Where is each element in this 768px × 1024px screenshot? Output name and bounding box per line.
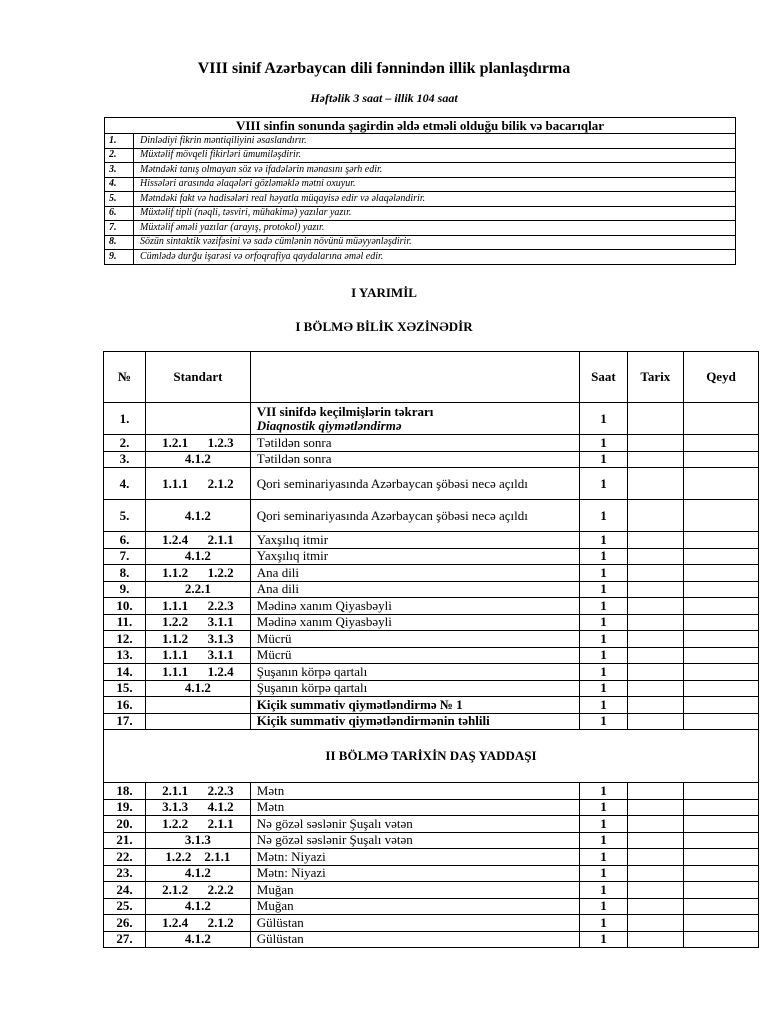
lesson-standard: 1.1.1 2.1.2: [146, 468, 251, 500]
lesson-hours: 1: [580, 713, 627, 730]
lesson-hours: 1: [580, 832, 627, 849]
skill-row: [105, 148, 736, 163]
lesson-date: [627, 548, 683, 565]
lesson-standard: 1.1.2 3.1.3: [146, 631, 251, 648]
lesson-topic: Qori seminariyasında Azərbaycan şöbəsi necə açıldı: [250, 500, 580, 532]
lesson-topic: Kiçik summativ qiymətləndirmənin təhlili: [250, 713, 580, 730]
lesson-date: [627, 898, 683, 915]
lesson-standard: 4.1.2: [146, 865, 251, 882]
lesson-topic: Mücrü: [250, 647, 580, 664]
lesson-topic: Tətildən sonra: [250, 435, 580, 452]
lesson-date: [627, 931, 683, 948]
lesson-topic: Ana dili: [250, 581, 580, 598]
plan-table: [103, 351, 759, 948]
lesson-topic: Qori seminariyasında Azərbaycan şöbəsi necə açıldı: [250, 468, 580, 500]
lesson-hours: 1: [580, 816, 627, 833]
lesson-number: 1.: [104, 403, 146, 435]
lesson-date: [627, 783, 683, 800]
section-1-heading: I BÖLMƏ BİLİK XƏZİNƏDİR: [295, 319, 473, 334]
lesson-note: [684, 500, 759, 532]
skill-number: 3.: [105, 163, 134, 178]
lesson-standard: 4.1.2: [146, 898, 251, 915]
lesson-standard: 1.1.2 1.2.2: [146, 565, 251, 582]
lesson-number: 11.: [104, 614, 146, 631]
skill-text: Müxtəlif əməli yazılar (arayış, protokol) yazır.: [134, 221, 736, 236]
lesson-number: 7.: [104, 548, 146, 565]
lesson-hours: 1: [580, 783, 627, 800]
lesson-number: 18.: [104, 783, 146, 800]
skills-header: VIII sinfin sonunda şagirdin əldə etməli olduğu bilik və bacarıqlar: [105, 118, 736, 134]
lesson-date: [627, 614, 683, 631]
lesson-note: [684, 647, 759, 664]
lesson-topic: Mətn: Niyazi: [250, 865, 580, 882]
skill-row: [105, 250, 736, 265]
lesson-topic-line: VII sinifdə keçilmişlərin təkrarı: [256, 403, 434, 419]
lesson-hours: 1: [580, 865, 627, 882]
lesson-hours: 1: [580, 451, 627, 468]
lesson-note: [684, 832, 759, 849]
lesson-topic: Ana dili: [250, 565, 580, 582]
page-title: VIII sinif Azərbaycan dili fənnindən illik planlaşdırma: [197, 60, 571, 77]
skill-row: [105, 206, 736, 221]
skill-text: Mətndəki tanış olmayan söz və ifadələrin mənasını şərh edir.: [134, 163, 736, 178]
lesson-note: [684, 680, 759, 697]
lesson-note: [684, 898, 759, 915]
lesson-hours: 1: [580, 548, 627, 565]
lesson-row: [104, 403, 759, 435]
lesson-row: [104, 451, 759, 468]
skill-text: Cümlədə durğu işarəsi və orfoqrafiya qaydalarına əməl edir.: [134, 250, 736, 265]
lesson-topic: Kiçik summativ qiymətləndirmə № 1: [250, 697, 580, 714]
skill-text: Sözün sintaktik vəzifəsini və sadə cümlənin növünü müəyyənləşdirir.: [134, 235, 736, 250]
col-date-header: Tarix: [627, 352, 683, 403]
lesson-date: [627, 915, 683, 932]
skill-row: [105, 192, 736, 207]
skill-row: [105, 163, 736, 178]
lesson-number: 27.: [104, 931, 146, 948]
skill-number: 1.: [105, 134, 134, 149]
lesson-row: [104, 882, 759, 899]
lesson-hours: 1: [580, 468, 627, 500]
lesson-number: 22.: [104, 849, 146, 866]
skill-row: [105, 177, 736, 192]
lesson-number: 19.: [104, 799, 146, 816]
lesson-date: [627, 647, 683, 664]
lesson-date: [627, 451, 683, 468]
lesson-standard: 3.1.3: [146, 832, 251, 849]
col-note-header: Qeyd: [684, 352, 759, 403]
skill-number: 5.: [105, 192, 134, 207]
lesson-standard: 3.1.3 4.1.2: [146, 799, 251, 816]
lesson-number: 21.: [104, 832, 146, 849]
lesson-row: [104, 647, 759, 664]
lesson-hours: 1: [580, 565, 627, 582]
skill-text: Hissələri arasında əlaqələri gözləməklə mətni oxuyur.: [134, 177, 736, 192]
lesson-note: [684, 403, 759, 435]
lesson-standard: 1.1.1 1.2.4: [146, 664, 251, 681]
lesson-note: [684, 713, 759, 730]
lesson-hours: 1: [580, 435, 627, 452]
lesson-row: [104, 931, 759, 948]
skills-header-row: [105, 118, 736, 134]
lesson-hours: 1: [580, 532, 627, 549]
skill-text: Müxtəlif mövqeli fikirləri ümumiləşdirir.: [134, 148, 736, 163]
section-2-row: [104, 730, 759, 783]
col-hours-header: Saat: [580, 352, 627, 403]
skill-number: 6.: [105, 206, 134, 221]
lesson-hours: 1: [580, 581, 627, 598]
lesson-standard: 2.1.2 2.2.2: [146, 882, 251, 899]
skill-number: 2.: [105, 148, 134, 163]
lesson-standard: 2.1.1 2.2.3: [146, 783, 251, 800]
lesson-note: [684, 783, 759, 800]
lesson-number: 4.: [104, 468, 146, 500]
lesson-standard: 1.2.2 3.1.1: [146, 614, 251, 631]
lesson-standard: 1.2.4 2.1.1: [146, 532, 251, 549]
lesson-date: [627, 865, 683, 882]
lesson-topic: Nə gözəl səslənir Şuşalı vətən: [250, 832, 580, 849]
lesson-topic: Şuşanın körpə qartalı: [250, 664, 580, 681]
skill-row: [105, 235, 736, 250]
lesson-standard: 2.2.1: [146, 581, 251, 598]
lesson-row: [104, 865, 759, 882]
lesson-topic: Muğan: [250, 882, 580, 899]
lesson-hours: 1: [580, 882, 627, 899]
lesson-note: [684, 816, 759, 833]
lesson-row: [104, 532, 759, 549]
lesson-date: [627, 816, 683, 833]
lesson-standard: 1.1.1 2.2.3: [146, 598, 251, 615]
skill-number: 4.: [105, 177, 134, 192]
lesson-date: [627, 403, 683, 435]
lesson-row: [104, 631, 759, 648]
lesson-number: 12.: [104, 631, 146, 648]
lesson-standard: [146, 403, 251, 435]
lesson-note: [684, 598, 759, 615]
lesson-topic: Mətn: Niyazi: [250, 849, 580, 866]
lesson-topic: Yaxşılıq itmir: [250, 532, 580, 549]
lesson-topic: [250, 403, 580, 435]
lesson-standard: 1.2.1 1.2.3: [146, 435, 251, 452]
lesson-row: [104, 468, 759, 500]
lesson-row: [104, 783, 759, 800]
lesson-hours: 1: [580, 680, 627, 697]
lesson-date: [627, 500, 683, 532]
lesson-number: 14.: [104, 664, 146, 681]
section-2-heading: II BÖLMƏ TARİXİN DAŞ YADDAŞI: [104, 730, 759, 783]
lesson-hours: 1: [580, 614, 627, 631]
lesson-hours: 1: [580, 500, 627, 532]
lesson-number: 16.: [104, 697, 146, 714]
lesson-row: [104, 816, 759, 833]
lesson-note: [684, 697, 759, 714]
lesson-hours: 1: [580, 697, 627, 714]
lesson-note: [684, 614, 759, 631]
skill-text: Mətndəki fakt və hadisələri real həyatla müqayisə edir və əlaqələndirir.: [134, 192, 736, 207]
lesson-topic: Yaxşılıq itmir: [250, 548, 580, 565]
lesson-row: [104, 500, 759, 532]
lesson-standard: 4.1.2: [146, 548, 251, 565]
lesson-row: [104, 915, 759, 932]
lesson-topic: Muğan: [250, 898, 580, 915]
lesson-topic: Mədinə xanım Qiyasbəyli: [250, 614, 580, 631]
lesson-standard: [146, 697, 251, 714]
lesson-note: [684, 849, 759, 866]
lesson-note: [684, 451, 759, 468]
lesson-note: [684, 532, 759, 549]
lesson-row: [104, 849, 759, 866]
lesson-note: [684, 631, 759, 648]
lesson-number: 26.: [104, 915, 146, 932]
lesson-row: [104, 664, 759, 681]
lesson-number: 25.: [104, 898, 146, 915]
lesson-standard: 4.1.2: [146, 451, 251, 468]
col-standard-header: Standart: [146, 352, 251, 403]
lesson-topic: Şuşanın körpə qartalı: [250, 680, 580, 697]
plan-header-row: [104, 352, 759, 403]
lesson-number: 9.: [104, 581, 146, 598]
lesson-date: [627, 435, 683, 452]
lesson-number: 23.: [104, 865, 146, 882]
lesson-row: [104, 697, 759, 714]
lesson-note: [684, 915, 759, 932]
lesson-number: 6.: [104, 532, 146, 549]
lesson-number: 13.: [104, 647, 146, 664]
lesson-number: 17.: [104, 713, 146, 730]
lesson-date: [627, 799, 683, 816]
col-num-header: №: [104, 352, 146, 403]
lesson-number: 8.: [104, 565, 146, 582]
lesson-date: [627, 598, 683, 615]
lesson-topic: Mədinə xanım Qiyasbəyli: [250, 598, 580, 615]
lesson-row: [104, 614, 759, 631]
lesson-date: [627, 631, 683, 648]
skill-text: Müxtəlif tipli (nəqli, təsviri, mühakimə) yazılar yazır.: [134, 206, 736, 221]
lesson-note: [684, 468, 759, 500]
lesson-hours: 1: [580, 799, 627, 816]
lesson-date: [627, 697, 683, 714]
lesson-topic: Gülüstan: [250, 915, 580, 932]
lesson-note: [684, 548, 759, 565]
skill-row: [105, 221, 736, 236]
lesson-row: [104, 713, 759, 730]
lesson-hours: 1: [580, 664, 627, 681]
lesson-row: [104, 548, 759, 565]
lesson-date: [627, 532, 683, 549]
lesson-row: [104, 799, 759, 816]
lesson-note: [684, 435, 759, 452]
lesson-row: [104, 435, 759, 452]
lesson-topic: Tətildən sonra: [250, 451, 580, 468]
skill-row: [105, 134, 736, 149]
lesson-date: [627, 581, 683, 598]
lesson-number: 3.: [104, 451, 146, 468]
lesson-note: [684, 799, 759, 816]
lesson-standard: [146, 713, 251, 730]
lesson-note: [684, 565, 759, 582]
lesson-standard: 4.1.2: [146, 931, 251, 948]
lesson-date: [627, 664, 683, 681]
lesson-note: [684, 865, 759, 882]
lesson-note: [684, 664, 759, 681]
lesson-standard: 4.1.2: [146, 500, 251, 532]
lesson-standard: 1.2.2 2.1.1: [146, 849, 251, 866]
lesson-note: [684, 931, 759, 948]
lesson-standard: 1.1.1 3.1.1: [146, 647, 251, 664]
lesson-row: [104, 565, 759, 582]
skill-number: 7.: [105, 221, 134, 236]
lesson-row: [104, 680, 759, 697]
skills-table: [104, 117, 736, 265]
lesson-row: [104, 598, 759, 615]
lesson-date: [627, 565, 683, 582]
lesson-row: [104, 898, 759, 915]
lesson-number: 20.: [104, 816, 146, 833]
skill-number: 9.: [105, 250, 134, 265]
col-topic-header: [250, 352, 580, 403]
lesson-standard: 1.2.2 2.1.1: [146, 816, 251, 833]
lesson-hours: 1: [580, 631, 627, 648]
lesson-row: [104, 832, 759, 849]
lesson-number: 10.: [104, 598, 146, 615]
semester-heading: I YARIMİL: [351, 285, 417, 300]
lesson-hours: 1: [580, 931, 627, 948]
skill-text: Dinlədiyi fikrin məntiqiliyini əsaslandırır.: [134, 134, 736, 149]
lesson-topic: Mətn: [250, 783, 580, 800]
skill-number: 8.: [105, 235, 134, 250]
lesson-date: [627, 882, 683, 899]
lesson-standard: 1.2.4 2.1.2: [146, 915, 251, 932]
lesson-hours: 1: [580, 598, 627, 615]
lesson-hours: 1: [580, 403, 627, 435]
lesson-date: [627, 680, 683, 697]
lesson-hours: 1: [580, 898, 627, 915]
lesson-topic: Mücrü: [250, 631, 580, 648]
lesson-hours: 1: [580, 647, 627, 664]
lesson-number: 15.: [104, 680, 146, 697]
lesson-date: [627, 849, 683, 866]
lesson-note: [684, 882, 759, 899]
lesson-note: [684, 581, 759, 598]
lesson-hours: 1: [580, 849, 627, 866]
lesson-number: 5.: [104, 500, 146, 532]
lesson-date: [627, 832, 683, 849]
lesson-row: [104, 581, 759, 598]
lesson-hours: 1: [580, 915, 627, 932]
lesson-topic: Mətn: [250, 799, 580, 816]
lesson-topic: Gülüstan: [250, 931, 580, 948]
lesson-number: 2.: [104, 435, 146, 452]
lesson-topic: Nə gözəl səslənir Şuşalı vətən: [250, 816, 580, 833]
lesson-date: [627, 468, 683, 500]
lesson-date: [627, 713, 683, 730]
lesson-topic-subline: Diaqnostik qiymətləndirmə: [256, 417, 402, 433]
lesson-number: 24.: [104, 882, 146, 899]
lesson-standard: 4.1.2: [146, 680, 251, 697]
page-subtitle: Həftəlik 3 saat – illik 104 saat: [310, 91, 458, 105]
